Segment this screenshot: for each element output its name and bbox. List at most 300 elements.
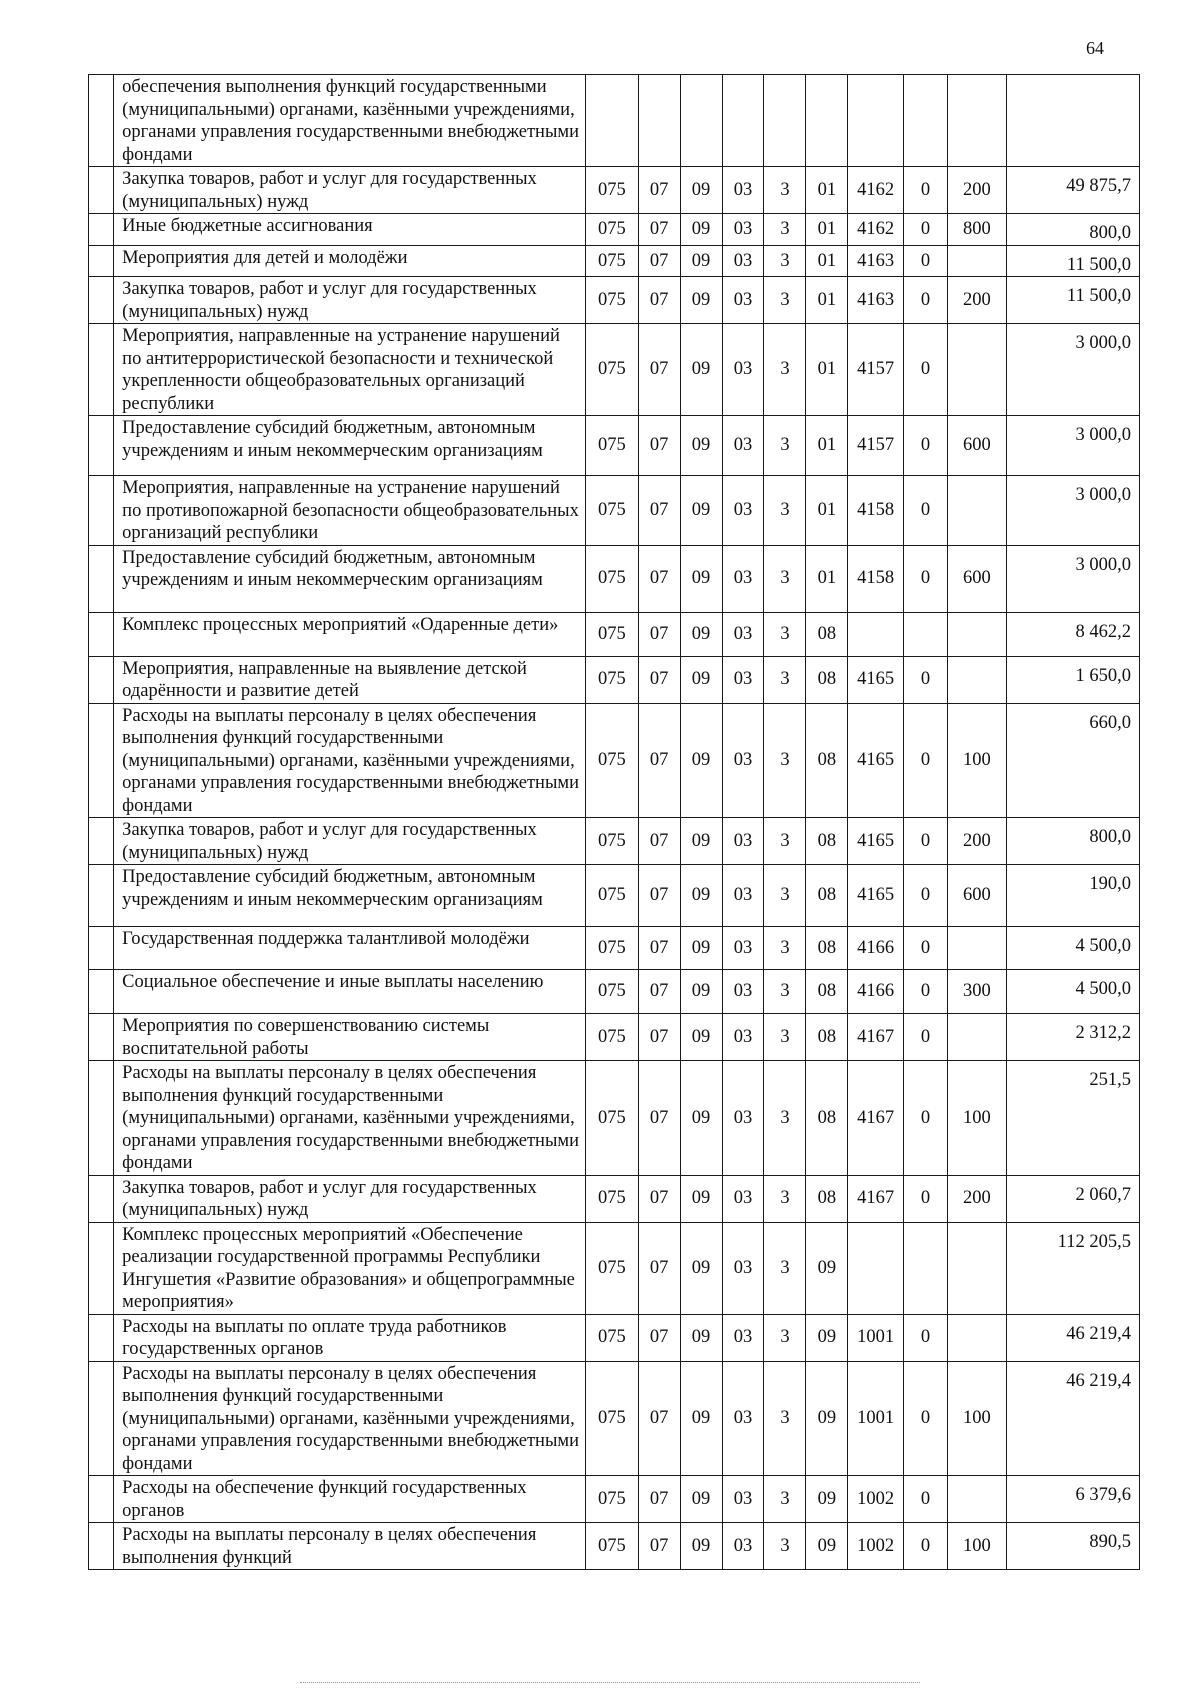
code-subsection-cell: 09 bbox=[680, 1476, 722, 1523]
code-sub-cell: 0 bbox=[903, 1476, 947, 1523]
code-program-cell: 03 bbox=[722, 1014, 764, 1061]
description-cell: Социальное обеспечение и иные выплаты населению bbox=[114, 970, 586, 1014]
row-number-cell bbox=[89, 1014, 114, 1061]
table-body bbox=[89, 75, 1140, 1570]
code-subsection-cell: 09 bbox=[680, 1222, 722, 1314]
code-program-cell: 03 bbox=[722, 927, 764, 970]
code-ministry-cell: 075 bbox=[586, 656, 638, 703]
amount-cell: 11 500,0 bbox=[1006, 245, 1139, 277]
code-subsection-cell: 09 bbox=[680, 865, 722, 927]
code-section-cell: 07 bbox=[638, 703, 680, 818]
code-section-cell: 07 bbox=[638, 612, 680, 656]
description-cell: обеспечения выполнения функций государственными (муниципальными) органами, казёнными учреждениями, органами управления государственными внебюджетными фондами bbox=[114, 75, 586, 167]
code-subprogram-cell: 3 bbox=[764, 1222, 806, 1314]
amount-cell: 800,0 bbox=[1006, 214, 1139, 246]
code-subsection-cell: 09 bbox=[680, 612, 722, 656]
code-program-cell: 03 bbox=[722, 703, 764, 818]
code-expense-type-cell bbox=[948, 1314, 1007, 1361]
code-ministry-cell: 075 bbox=[586, 1314, 638, 1361]
table-row bbox=[89, 818, 1140, 865]
description-cell: Мероприятия, направленные на устранение нарушений по антитеррористической безопасности и технической укрепленности общеобразовательных организаций республики bbox=[114, 324, 586, 416]
code-section-cell: 07 bbox=[638, 245, 680, 277]
code-event-cell: 08 bbox=[806, 927, 848, 970]
code-section-cell: 07 bbox=[638, 1222, 680, 1314]
code-program-cell: 03 bbox=[722, 1361, 764, 1476]
code-subprogram-cell: 3 bbox=[764, 1476, 806, 1523]
table-row bbox=[89, 703, 1140, 818]
code-subsection-cell: 09 bbox=[680, 214, 722, 246]
code-sub-cell: 0 bbox=[903, 324, 947, 416]
table-row bbox=[89, 1014, 1140, 1061]
row-number-cell bbox=[89, 167, 114, 214]
code-program-cell: 03 bbox=[722, 865, 764, 927]
description-cell: Мероприятия, направленные на устранение нарушений по противопожарной безопасности общеобразовательных организаций республики bbox=[114, 476, 586, 546]
code-subsection-cell: 09 bbox=[680, 927, 722, 970]
code-ministry-cell: 075 bbox=[586, 612, 638, 656]
code-event-cell: 08 bbox=[806, 970, 848, 1014]
row-number-cell bbox=[89, 214, 114, 246]
table-row bbox=[89, 245, 1140, 277]
code-direction-cell: 4157 bbox=[848, 324, 904, 416]
description-cell: Расходы на выплаты персоналу в целях обеспечения выполнения функций bbox=[114, 1523, 586, 1570]
code-expense-type-cell bbox=[948, 927, 1007, 970]
code-subsection-cell: 09 bbox=[680, 1061, 722, 1176]
amount-cell: 3 000,0 bbox=[1006, 324, 1139, 416]
code-expense-type-cell: 100 bbox=[948, 1061, 1007, 1176]
code-direction-cell: 4163 bbox=[848, 277, 904, 324]
code-expense-type-cell: 200 bbox=[948, 818, 1007, 865]
amount-cell: 890,5 bbox=[1006, 1523, 1139, 1570]
code-subprogram-cell: 3 bbox=[764, 703, 806, 818]
code-expense-type-cell: 600 bbox=[948, 545, 1007, 612]
table-row bbox=[89, 1523, 1140, 1570]
description-cell: Расходы на выплаты персоналу в целях обеспечения выполнения функций государственными (муниципальными) органами, казёнными учреждениями, органами управления государственными внебюджетными фондами bbox=[114, 1061, 586, 1176]
code-subprogram-cell: 3 bbox=[764, 927, 806, 970]
table-row bbox=[89, 1476, 1140, 1523]
code-direction-cell: 4167 bbox=[848, 1014, 904, 1061]
code-subsection-cell: 09 bbox=[680, 656, 722, 703]
code-program-cell bbox=[722, 75, 764, 167]
code-subprogram-cell: 3 bbox=[764, 1523, 806, 1570]
code-ministry-cell: 075 bbox=[586, 927, 638, 970]
code-event-cell: 09 bbox=[806, 1476, 848, 1523]
code-sub-cell: 0 bbox=[903, 476, 947, 546]
table-row bbox=[89, 865, 1140, 927]
code-direction-cell: 4162 bbox=[848, 167, 904, 214]
code-section-cell: 07 bbox=[638, 970, 680, 1014]
row-number-cell bbox=[89, 324, 114, 416]
code-direction-cell: 4166 bbox=[848, 927, 904, 970]
code-event-cell: 01 bbox=[806, 167, 848, 214]
amount-cell: 6 379,6 bbox=[1006, 1476, 1139, 1523]
table-row bbox=[89, 927, 1140, 970]
row-number-cell bbox=[89, 927, 114, 970]
description-cell: Расходы на выплаты персоналу в целях обеспечения выполнения функций государственными (муниципальными) органами, казёнными учреждениями, органами управления государственными внебюджетными фондами bbox=[114, 703, 586, 818]
amount-cell: 800,0 bbox=[1006, 818, 1139, 865]
code-subprogram-cell: 3 bbox=[764, 1175, 806, 1222]
code-subsection-cell: 09 bbox=[680, 167, 722, 214]
code-subsection-cell: 09 bbox=[680, 324, 722, 416]
code-event-cell: 09 bbox=[806, 1222, 848, 1314]
amount-cell: 11 500,0 bbox=[1006, 277, 1139, 324]
amount-cell: 8 462,2 bbox=[1006, 612, 1139, 656]
code-ministry-cell: 075 bbox=[586, 324, 638, 416]
code-expense-type-cell bbox=[948, 324, 1007, 416]
budget-table bbox=[88, 74, 1140, 1570]
code-direction-cell: 4166 bbox=[848, 970, 904, 1014]
code-sub-cell: 0 bbox=[903, 1361, 947, 1476]
code-ministry-cell: 075 bbox=[586, 245, 638, 277]
code-subsection-cell: 09 bbox=[680, 1523, 722, 1570]
code-section-cell: 07 bbox=[638, 1175, 680, 1222]
amount-cell bbox=[1006, 75, 1139, 167]
code-ministry-cell: 075 bbox=[586, 277, 638, 324]
code-direction-cell bbox=[848, 1222, 904, 1314]
code-expense-type-cell bbox=[948, 1014, 1007, 1061]
description-cell: Мероприятия по совершенствованию системы воспитательной работы bbox=[114, 1014, 586, 1061]
description-cell: Предоставление субсидий бюджетным, автономным учреждениям и иным некоммерческим организациям bbox=[114, 545, 586, 612]
code-section-cell: 07 bbox=[638, 277, 680, 324]
code-program-cell: 03 bbox=[722, 324, 764, 416]
code-section-cell bbox=[638, 75, 680, 167]
code-subprogram-cell: 3 bbox=[764, 1061, 806, 1176]
code-subsection-cell: 09 bbox=[680, 1361, 722, 1476]
code-sub-cell bbox=[903, 1222, 947, 1314]
code-sub-cell: 0 bbox=[903, 277, 947, 324]
description-cell: Закупка товаров, работ и услуг для государственных (муниципальных) нужд bbox=[114, 277, 586, 324]
code-event-cell: 08 bbox=[806, 1061, 848, 1176]
code-section-cell: 07 bbox=[638, 656, 680, 703]
code-ministry-cell bbox=[586, 75, 638, 167]
code-event-cell: 08 bbox=[806, 1014, 848, 1061]
code-sub-cell: 0 bbox=[903, 818, 947, 865]
row-number-cell bbox=[89, 1523, 114, 1570]
code-section-cell: 07 bbox=[638, 927, 680, 970]
code-section-cell: 07 bbox=[638, 545, 680, 612]
code-event-cell: 01 bbox=[806, 277, 848, 324]
table-row bbox=[89, 1361, 1140, 1476]
code-sub-cell bbox=[903, 75, 947, 167]
code-sub-cell: 0 bbox=[903, 970, 947, 1014]
code-subsection-cell: 09 bbox=[680, 245, 722, 277]
code-expense-type-cell bbox=[948, 476, 1007, 546]
table-row bbox=[89, 214, 1140, 246]
code-program-cell: 03 bbox=[722, 476, 764, 546]
code-sub-cell: 0 bbox=[903, 245, 947, 277]
code-expense-type-cell: 100 bbox=[948, 1361, 1007, 1476]
code-program-cell: 03 bbox=[722, 1061, 764, 1176]
code-event-cell: 01 bbox=[806, 476, 848, 546]
code-sub-cell: 0 bbox=[903, 1523, 947, 1570]
code-event-cell: 09 bbox=[806, 1523, 848, 1570]
code-ministry-cell: 075 bbox=[586, 1014, 638, 1061]
code-event-cell: 09 bbox=[806, 1361, 848, 1476]
row-number-cell bbox=[89, 818, 114, 865]
code-event-cell: 08 bbox=[806, 865, 848, 927]
table-row bbox=[89, 324, 1140, 416]
code-program-cell: 03 bbox=[722, 545, 764, 612]
code-subsection-cell bbox=[680, 75, 722, 167]
code-program-cell: 03 bbox=[722, 1523, 764, 1570]
table-row bbox=[89, 1222, 1140, 1314]
code-subsection-cell: 09 bbox=[680, 1314, 722, 1361]
code-sub-cell: 0 bbox=[903, 1014, 947, 1061]
code-section-cell: 07 bbox=[638, 818, 680, 865]
code-direction-cell: 1002 bbox=[848, 1476, 904, 1523]
code-event-cell: 01 bbox=[806, 245, 848, 277]
code-expense-type-cell: 300 bbox=[948, 970, 1007, 1014]
amount-cell: 112 205,5 bbox=[1006, 1222, 1139, 1314]
description-cell: Закупка товаров, работ и услуг для государственных (муниципальных) нужд bbox=[114, 1175, 586, 1222]
description-cell: Мероприятия, направленные на выявление детской одарённости и развитие детей bbox=[114, 656, 586, 703]
code-ministry-cell: 075 bbox=[586, 416, 638, 476]
code-program-cell: 03 bbox=[722, 167, 764, 214]
code-section-cell: 07 bbox=[638, 1061, 680, 1176]
code-program-cell: 03 bbox=[722, 245, 764, 277]
row-number-cell bbox=[89, 1361, 114, 1476]
code-subprogram-cell: 3 bbox=[764, 818, 806, 865]
table-row bbox=[89, 167, 1140, 214]
code-subsection-cell: 09 bbox=[680, 1175, 722, 1222]
code-ministry-cell: 075 bbox=[586, 1476, 638, 1523]
table-row bbox=[89, 612, 1140, 656]
code-subprogram-cell: 3 bbox=[764, 277, 806, 324]
table-row bbox=[89, 1314, 1140, 1361]
code-program-cell: 03 bbox=[722, 1476, 764, 1523]
code-subsection-cell: 09 bbox=[680, 970, 722, 1014]
code-section-cell: 07 bbox=[638, 167, 680, 214]
code-event-cell: 01 bbox=[806, 416, 848, 476]
code-event-cell: 01 bbox=[806, 324, 848, 416]
code-sub-cell: 0 bbox=[903, 545, 947, 612]
table-row bbox=[89, 476, 1140, 546]
code-program-cell: 03 bbox=[722, 1175, 764, 1222]
code-event-cell: 08 bbox=[806, 818, 848, 865]
code-sub-cell bbox=[903, 612, 947, 656]
code-ministry-cell: 075 bbox=[586, 545, 638, 612]
code-ministry-cell: 075 bbox=[586, 1523, 638, 1570]
code-subprogram-cell: 3 bbox=[764, 1014, 806, 1061]
code-sub-cell: 0 bbox=[903, 167, 947, 214]
description-cell: Государственная поддержка талантливой молодёжи bbox=[114, 927, 586, 970]
code-direction-cell: 4162 bbox=[848, 214, 904, 246]
description-cell: Расходы на выплаты по оплате труда работников государственных органов bbox=[114, 1314, 586, 1361]
amount-cell: 49 875,7 bbox=[1006, 167, 1139, 214]
code-ministry-cell: 075 bbox=[586, 1361, 638, 1476]
code-subprogram-cell: 3 bbox=[764, 1314, 806, 1361]
code-subsection-cell: 09 bbox=[680, 818, 722, 865]
row-number-cell bbox=[89, 1061, 114, 1176]
code-subsection-cell: 09 bbox=[680, 416, 722, 476]
code-event-cell bbox=[806, 75, 848, 167]
code-expense-type-cell: 100 bbox=[948, 703, 1007, 818]
code-subprogram-cell: 3 bbox=[764, 656, 806, 703]
code-direction-cell: 4157 bbox=[848, 416, 904, 476]
code-direction-cell: 1001 bbox=[848, 1314, 904, 1361]
code-subprogram-cell: 3 bbox=[764, 214, 806, 246]
code-expense-type-cell: 200 bbox=[948, 167, 1007, 214]
code-sub-cell: 0 bbox=[903, 214, 947, 246]
amount-cell: 190,0 bbox=[1006, 865, 1139, 927]
code-direction-cell: 4167 bbox=[848, 1175, 904, 1222]
code-ministry-cell: 075 bbox=[586, 167, 638, 214]
description-cell: Закупка товаров, работ и услуг для государственных (муниципальных) нужд bbox=[114, 167, 586, 214]
code-sub-cell: 0 bbox=[903, 1314, 947, 1361]
code-ministry-cell: 075 bbox=[586, 703, 638, 818]
code-sub-cell: 0 bbox=[903, 656, 947, 703]
amount-cell: 2 060,7 bbox=[1006, 1175, 1139, 1222]
code-event-cell: 08 bbox=[806, 703, 848, 818]
amount-cell: 2 312,2 bbox=[1006, 1014, 1139, 1061]
amount-cell: 3 000,0 bbox=[1006, 416, 1139, 476]
code-direction-cell: 4165 bbox=[848, 656, 904, 703]
code-subprogram-cell: 3 bbox=[764, 476, 806, 546]
code-subsection-cell: 09 bbox=[680, 703, 722, 818]
code-sub-cell: 0 bbox=[903, 865, 947, 927]
table-row bbox=[89, 75, 1140, 167]
code-section-cell: 07 bbox=[638, 1314, 680, 1361]
amount-cell: 4 500,0 bbox=[1006, 927, 1139, 970]
code-section-cell: 07 bbox=[638, 476, 680, 546]
amount-cell: 46 219,4 bbox=[1006, 1361, 1139, 1476]
code-section-cell: 07 bbox=[638, 1523, 680, 1570]
code-section-cell: 07 bbox=[638, 1361, 680, 1476]
description-cell: Предоставление субсидий бюджетным, автономным учреждениям и иным некоммерческим организациям bbox=[114, 865, 586, 927]
code-subprogram-cell: 3 bbox=[764, 416, 806, 476]
description-cell: Комплекс процессных мероприятий «Одаренные дети» bbox=[114, 612, 586, 656]
code-expense-type-cell bbox=[948, 1222, 1007, 1314]
row-number-cell bbox=[89, 1222, 114, 1314]
code-direction-cell: 4165 bbox=[848, 818, 904, 865]
code-direction-cell: 4165 bbox=[848, 703, 904, 818]
amount-cell: 1 650,0 bbox=[1006, 656, 1139, 703]
row-number-cell bbox=[89, 476, 114, 546]
code-direction-cell bbox=[848, 75, 904, 167]
row-number-cell bbox=[89, 416, 114, 476]
code-section-cell: 07 bbox=[638, 865, 680, 927]
code-subsection-cell: 09 bbox=[680, 545, 722, 612]
code-program-cell: 03 bbox=[722, 277, 764, 324]
code-event-cell: 08 bbox=[806, 656, 848, 703]
code-sub-cell: 0 bbox=[903, 1175, 947, 1222]
code-subprogram-cell bbox=[764, 75, 806, 167]
table-row bbox=[89, 277, 1140, 324]
code-direction-cell bbox=[848, 612, 904, 656]
code-event-cell: 01 bbox=[806, 214, 848, 246]
description-cell: Комплекс процессных мероприятий «Обеспечение реализации государственной программы Республики Ингушетия «Развитие образования» и общепрограммные мероприятия» bbox=[114, 1222, 586, 1314]
description-cell: Расходы на выплаты персоналу в целях обеспечения выполнения функций государственными (муниципальными) органами, казёнными учреждениями, органами управления государственными внебюджетными фондами bbox=[114, 1361, 586, 1476]
description-cell: Расходы на обеспечение функций государственных органов bbox=[114, 1476, 586, 1523]
row-number-cell bbox=[89, 1476, 114, 1523]
code-event-cell: 01 bbox=[806, 545, 848, 612]
description-cell: Мероприятия для детей и молодёжи bbox=[114, 245, 586, 277]
amount-cell: 3 000,0 bbox=[1006, 545, 1139, 612]
code-subprogram-cell: 3 bbox=[764, 1361, 806, 1476]
code-direction-cell: 4163 bbox=[848, 245, 904, 277]
scan-artifact-line bbox=[300, 1682, 920, 1685]
code-subprogram-cell: 3 bbox=[764, 545, 806, 612]
code-section-cell: 07 bbox=[638, 1014, 680, 1061]
row-number-cell bbox=[89, 865, 114, 927]
row-number-cell bbox=[89, 970, 114, 1014]
row-number-cell bbox=[89, 703, 114, 818]
table-row bbox=[89, 416, 1140, 476]
code-direction-cell: 1001 bbox=[848, 1361, 904, 1476]
code-section-cell: 07 bbox=[638, 416, 680, 476]
code-subsection-cell: 09 bbox=[680, 1014, 722, 1061]
code-ministry-cell: 075 bbox=[586, 1061, 638, 1176]
code-expense-type-cell bbox=[948, 75, 1007, 167]
row-number-cell bbox=[89, 277, 114, 324]
code-expense-type-cell: 600 bbox=[948, 865, 1007, 927]
code-expense-type-cell bbox=[948, 245, 1007, 277]
table-row bbox=[89, 1061, 1140, 1176]
row-number-cell bbox=[89, 1314, 114, 1361]
code-event-cell: 09 bbox=[806, 1314, 848, 1361]
code-sub-cell: 0 bbox=[903, 416, 947, 476]
code-direction-cell: 4165 bbox=[848, 865, 904, 927]
code-sub-cell: 0 bbox=[903, 927, 947, 970]
code-subprogram-cell: 3 bbox=[764, 324, 806, 416]
code-subsection-cell: 09 bbox=[680, 476, 722, 546]
amount-cell: 660,0 bbox=[1006, 703, 1139, 818]
code-direction-cell: 1002 bbox=[848, 1523, 904, 1570]
code-event-cell: 08 bbox=[806, 1175, 848, 1222]
table-row bbox=[89, 656, 1140, 703]
code-expense-type-cell bbox=[948, 612, 1007, 656]
amount-cell: 4 500,0 bbox=[1006, 970, 1139, 1014]
code-sub-cell: 0 bbox=[903, 703, 947, 818]
code-expense-type-cell: 200 bbox=[948, 1175, 1007, 1222]
code-ministry-cell: 075 bbox=[586, 818, 638, 865]
code-program-cell: 03 bbox=[722, 416, 764, 476]
code-section-cell: 07 bbox=[638, 1476, 680, 1523]
row-number-cell bbox=[89, 1175, 114, 1222]
code-direction-cell: 4158 bbox=[848, 476, 904, 546]
row-number-cell bbox=[89, 545, 114, 612]
code-ministry-cell: 075 bbox=[586, 1222, 638, 1314]
row-number-cell bbox=[89, 612, 114, 656]
code-subprogram-cell: 3 bbox=[764, 612, 806, 656]
code-program-cell: 03 bbox=[722, 970, 764, 1014]
code-subprogram-cell: 3 bbox=[764, 245, 806, 277]
code-sub-cell: 0 bbox=[903, 1061, 947, 1176]
code-ministry-cell: 075 bbox=[586, 476, 638, 546]
code-subprogram-cell: 3 bbox=[764, 167, 806, 214]
description-cell: Закупка товаров, работ и услуг для государственных (муниципальных) нужд bbox=[114, 818, 586, 865]
code-expense-type-cell: 100 bbox=[948, 1523, 1007, 1570]
row-number-cell bbox=[89, 656, 114, 703]
code-subsection-cell: 09 bbox=[680, 277, 722, 324]
page-number: 64 bbox=[1086, 38, 1104, 58]
code-expense-type-cell bbox=[948, 656, 1007, 703]
amount-cell: 251,5 bbox=[1006, 1061, 1139, 1176]
amount-cell: 3 000,0 bbox=[1006, 476, 1139, 546]
code-ministry-cell: 075 bbox=[586, 1175, 638, 1222]
code-ministry-cell: 075 bbox=[586, 214, 638, 246]
code-direction-cell: 4167 bbox=[848, 1061, 904, 1176]
code-direction-cell: 4158 bbox=[848, 545, 904, 612]
row-number-cell bbox=[89, 75, 114, 167]
code-ministry-cell: 075 bbox=[586, 865, 638, 927]
code-expense-type-cell: 200 bbox=[948, 277, 1007, 324]
code-program-cell: 03 bbox=[722, 656, 764, 703]
table-row bbox=[89, 545, 1140, 612]
code-subprogram-cell: 3 bbox=[764, 865, 806, 927]
code-event-cell: 08 bbox=[806, 612, 848, 656]
code-program-cell: 03 bbox=[722, 214, 764, 246]
code-section-cell: 07 bbox=[638, 324, 680, 416]
